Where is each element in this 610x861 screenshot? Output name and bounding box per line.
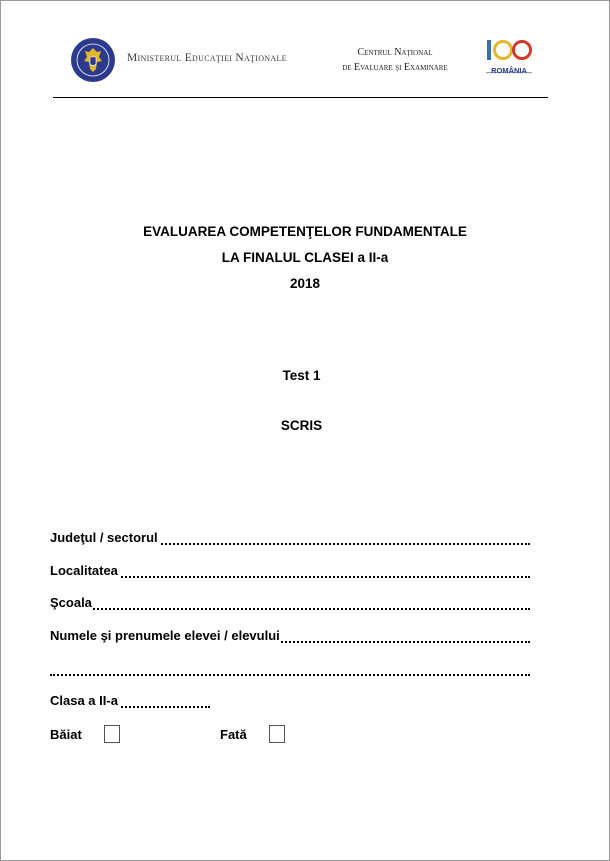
locality-dotted-line [50, 576, 530, 578]
exam-title [0, 219, 610, 297]
title-year: 2018 [289, 276, 321, 291]
county-field[interactable] [50, 530, 530, 548]
girl-label: Fată [220, 727, 247, 742]
boy-checkbox[interactable] [104, 725, 120, 743]
student-name-continuation-dotted-line [50, 674, 530, 676]
student-name-continuation-field[interactable] [50, 661, 530, 679]
government-emblem-icon [70, 37, 116, 83]
center-name-line2: de Evaluare şi Examinare [342, 62, 448, 73]
girl-checkbox[interactable] [269, 725, 285, 743]
class-label: Clasa a II-a [50, 693, 118, 708]
county-label: Judeţul / sectorul [50, 530, 158, 545]
title-line-2: LA FINALUL CLASEI a II-a [221, 250, 389, 265]
boy-option [50, 725, 130, 745]
student-name-label: Numele şi prenumele elevei / elevului [50, 628, 280, 643]
test-number: Test 1 [282, 368, 321, 383]
title-line-1: EVALUAREA COMPETENŢELOR FUNDAMENTALE [143, 224, 467, 239]
ministry-name: Ministerul Educaţiei Naţionale [127, 52, 287, 64]
boy-label: Băiat [50, 727, 82, 742]
girl-option [220, 725, 300, 745]
header-divider [53, 97, 548, 98]
section-title: SCRIS [280, 418, 323, 433]
evaluation-center-name [335, 45, 455, 75]
school-label: Şcoala [50, 595, 92, 610]
locality-label: Localitatea [50, 563, 118, 578]
romania-logo-text: ROMÂNIA [491, 66, 527, 75]
center-name-line1: Centrul Naţional [357, 47, 433, 58]
class-field[interactable] [50, 693, 210, 711]
school-field[interactable] [50, 595, 530, 613]
locality-field[interactable] [50, 563, 530, 581]
school-dotted-line [50, 608, 530, 610]
student-name-field[interactable] [50, 628, 530, 646]
document-header [0, 0, 610, 100]
